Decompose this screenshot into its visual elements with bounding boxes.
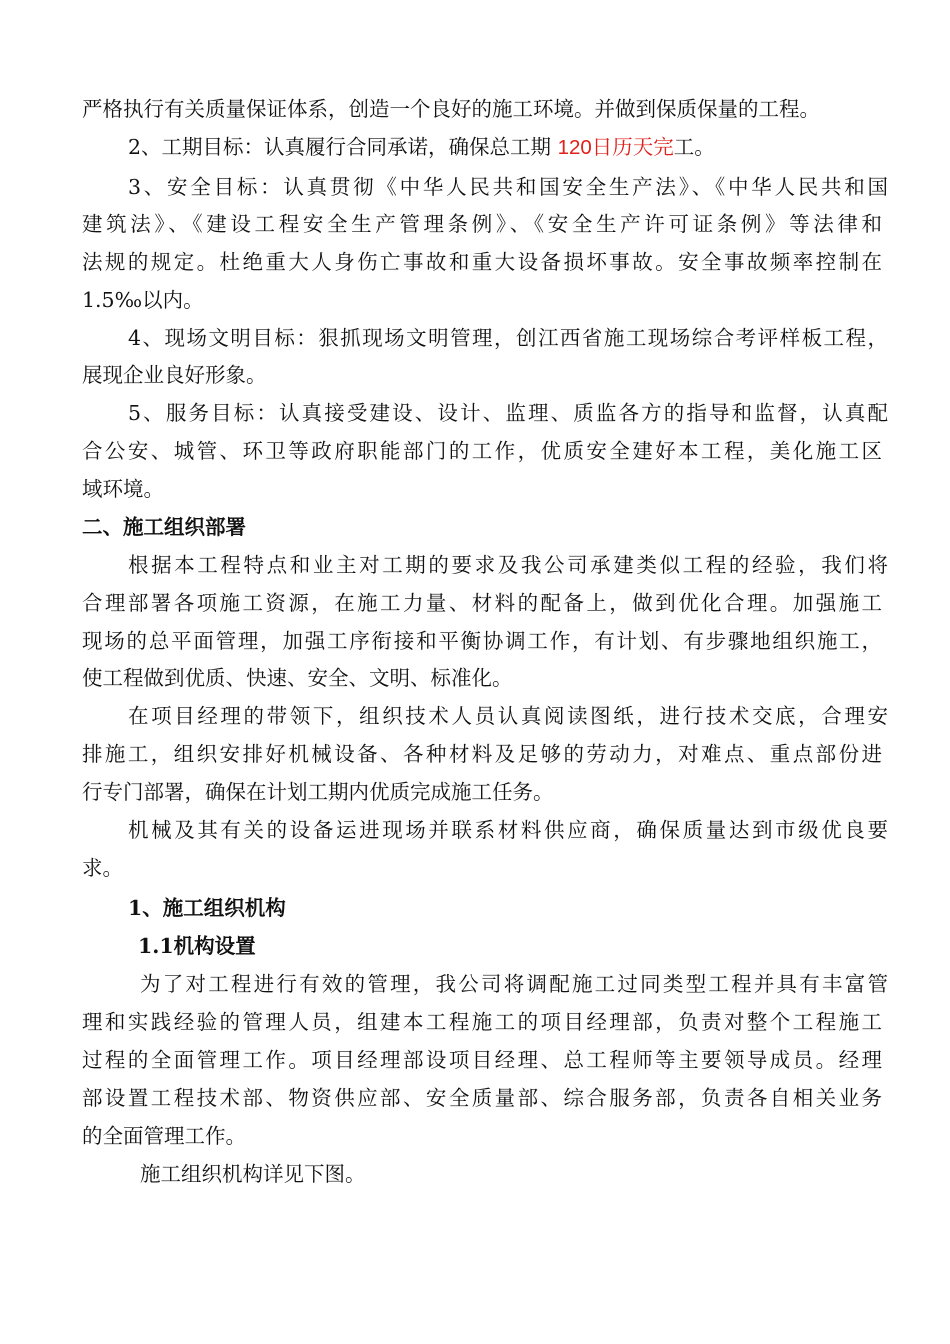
paragraph-line: 部设置工程技术部、物资供应部、安全质量部、综合服务部，负责各自相关业务 [82, 1086, 882, 1110]
paragraph-line: 过程的全面管理工作。项目经理部设项目经理、总工程师等主要领导成员。经理 [82, 1048, 882, 1072]
paragraph-line: 合理部署各项施工资源，在施工力量、材料的配备上，做到优化合理。加强施工 [82, 591, 882, 615]
subsubsection-heading: 1.1机构设置 [138, 934, 256, 958]
paragraph-line: 根据本工程特点和业主对工期的要求及我公司承建类似工程的经验，我们将 [128, 553, 888, 577]
civilization-goal-line: 4、现场文明目标：狠抓现场文明管理，创江西省施工现场综合考评样板工程， [128, 326, 888, 350]
paragraph-line: 域环境。 [82, 477, 164, 501]
subsection-heading: 1、施工组织机构 [128, 896, 286, 920]
service-goal-line: 5、服务目标：认真接受建设、设计、监理、质监各方的指导和监督，认真配 [128, 401, 888, 425]
paragraph-line: 在项目经理的带领下，组织技术人员认真阅读图纸，进行技术交底，合理安 [128, 704, 888, 728]
paragraph-line: 严格执行有关质量保证体系，创造一个良好的施工环境。并做到保质保量的工程。 [82, 97, 820, 121]
paragraph-line: 现场的总平面管理，加强工序衔接和平衡协调工作，有计划、有步骤地组织施工， [82, 629, 882, 653]
schedule-duration-highlight: 120日历天完 [557, 136, 674, 159]
figure-reference-line: 施工组织机构详见下图。 [140, 1162, 366, 1186]
paragraph-line: 合公安、城管、环卫等政府职能部门的工作，优质安全建好本工程，美化施工区 [82, 439, 882, 463]
paragraph-line: 理和实践经验的管理人员，组建本工程施工的项目经理部，负责对整个工程施工 [82, 1010, 882, 1034]
paragraph-line: 建筑法》、《建设工程安全生产管理条例》、《安全生产许可证条例》等法律和 [82, 212, 882, 236]
paragraph-line: 1.5‰以内。 [82, 288, 204, 312]
paragraph-line: 行专门部署，确保在计划工期内优质完成施工任务。 [82, 780, 554, 804]
schedule-goal-text: 2、工期目标：认真履行合同承诺，确保总工期 [128, 135, 558, 159]
safety-goal-line: 3、安全目标：认真贯彻《中华人民共和国安全生产法》、《中华人民共和国 [128, 175, 888, 199]
paragraph-line: 排施工，组织安排好机械设备、各种材料及足够的劳动力，对难点、重点部份进 [82, 742, 882, 766]
paragraph-line: 求。 [82, 856, 123, 880]
schedule-goal-line [128, 130, 888, 164]
paragraph-line: 使工程做到优质、快速、安全、文明、标准化。 [82, 666, 513, 690]
paragraph-line: 为了对工程进行有效的管理，我公司将调配施工过同类型工程并具有丰富管 [140, 972, 888, 996]
section-heading: 二、施工组织部署 [82, 515, 246, 539]
paragraph-line: 法规的规定。杜绝重大人身伤亡事故和重大设备损坏事故。安全事故频率控制在 [82, 250, 882, 274]
schedule-goal-end: 工。 [673, 135, 715, 159]
paragraph-line: 展现企业良好形象。 [82, 363, 267, 387]
paragraph-line: 机械及其有关的设备运进现场并联系材料供应商，确保质量达到市级优良要 [128, 818, 888, 842]
paragraph-line: 的全面管理工作。 [82, 1124, 246, 1148]
